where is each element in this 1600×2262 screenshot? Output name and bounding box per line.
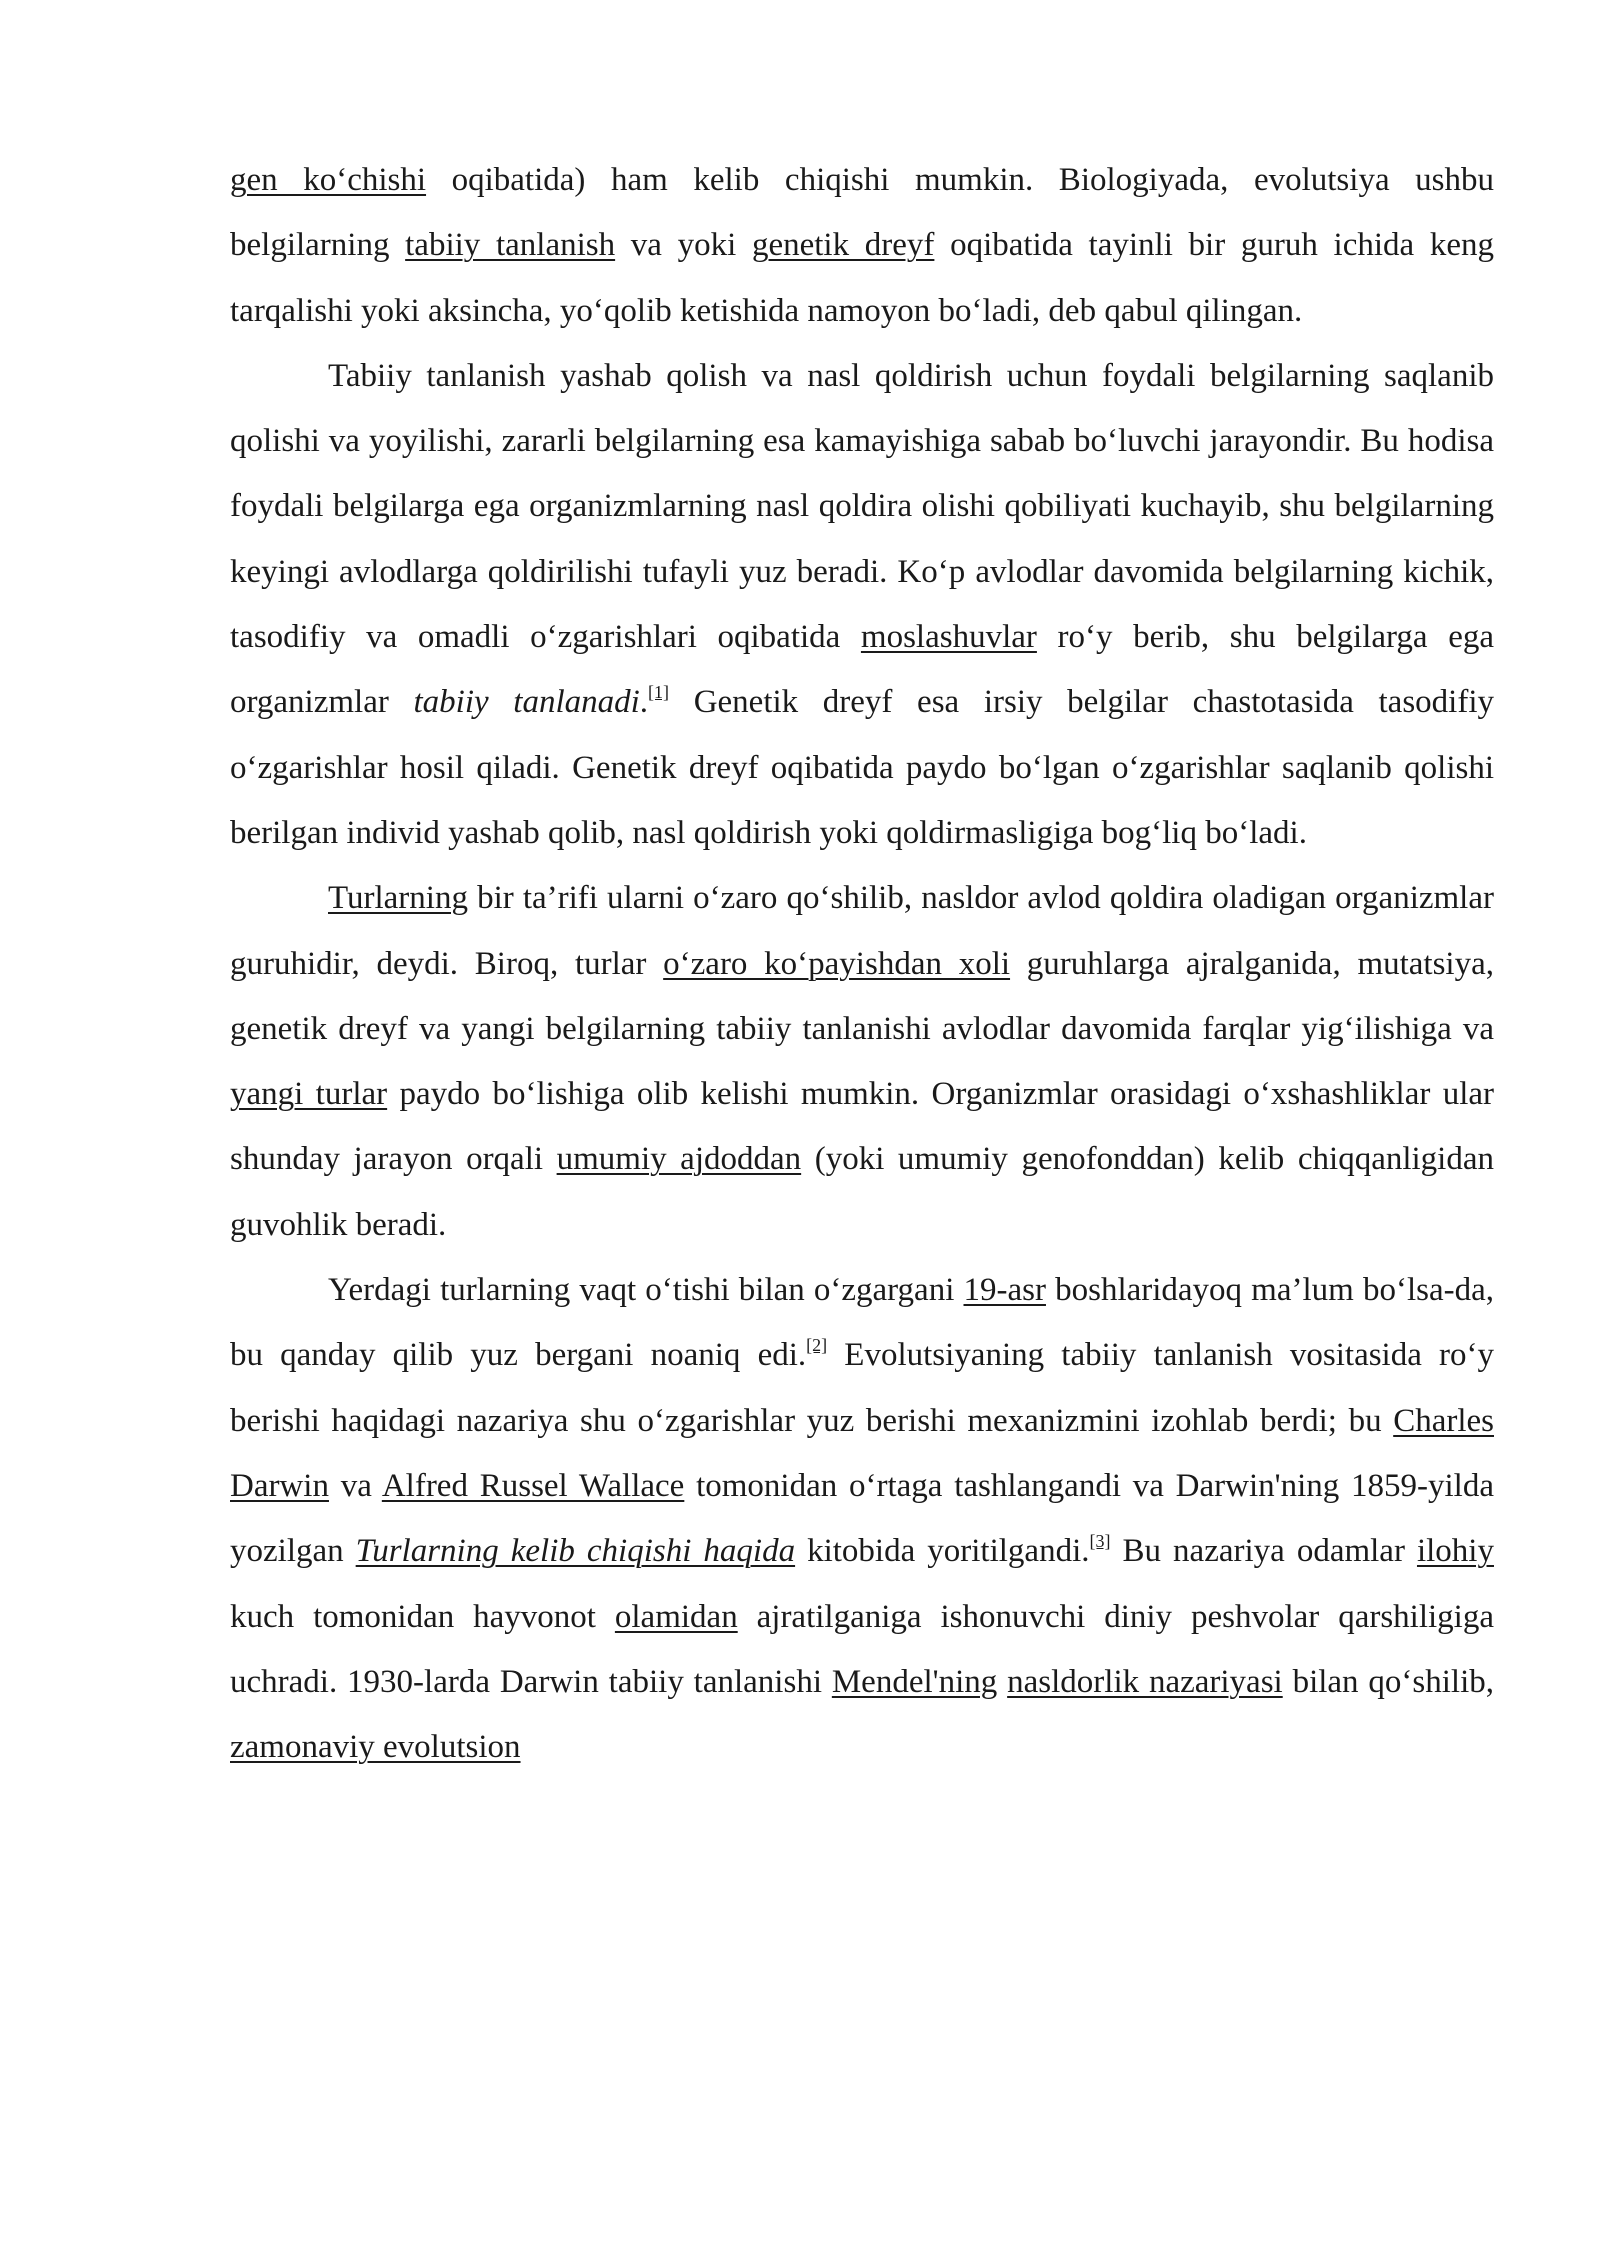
link-olamidan[interactable]: olamidan xyxy=(614,1598,738,1635)
link-charles-darwin[interactable]: Charles Darwin xyxy=(230,1402,1494,1504)
footnote-ref-2 xyxy=(806,1335,827,1355)
text: tomonidan o‘rtaga tashlangandi va Darwin'ning 1859-yilda yozilgan xyxy=(230,1467,1494,1570)
text: bilan qo‘shilib, xyxy=(1282,1663,1494,1700)
text: va xyxy=(328,1467,382,1504)
text: kitobida yoritilgandi. xyxy=(795,1533,1090,1570)
text: . xyxy=(639,684,649,721)
link-mendelning[interactable]: Mendel'ning xyxy=(831,1663,998,1700)
footnote-link-3[interactable]: [3] xyxy=(1089,1531,1111,1552)
paragraph-2 xyxy=(230,344,1494,866)
link-umumiy-ajdoddan[interactable]: umumiy ajdoddan xyxy=(556,1141,802,1178)
text: Tabiiy tanlanish yashab qolish va nasl qoldirish uchun foydali belgilarning saqlanib qolishi va yoyilishi, zararli belgilarning esa kamayishiga sabab bo‘luvchi jarayondir. Bu hodisa foydali belgilarga ega organizmlarning nasl qoldira olishi qobiliyati kuchayib, shu belgilarning keyingi avlodlarga qoldirilishi tufayli yuz beradi. Ko‘p avlodlar davomida belgilarning kichik, tasodifiy va omadli o‘zgarishlari oqibatida xyxy=(230,357,1494,656)
text: Evolutsiyaning tabiiy tanlanish vositasida ro‘y berishi haqidagi nazariya shu o‘zgarishlar yuz berishi mexanizmini izohlab berdi; bu xyxy=(230,1337,1495,1439)
link-moslashuvlar[interactable]: moslashuvlar xyxy=(860,619,1037,656)
footnote-ref-3 xyxy=(1090,1531,1111,1551)
italic-term: tabiiy tanlanadi xyxy=(413,684,640,721)
document-page xyxy=(230,148,1494,1780)
footnote-ref-1 xyxy=(648,682,669,702)
text: oqibatida tayinli bir guruh ichida keng tarqalishi yoki aksincha, yo‘qolib ketishida namoyon bo‘ladi, deb qabul qilingan. xyxy=(230,227,1494,329)
text: boshlaridayoq ma’lum bo‘lsa-da, bu qanday qilib yuz bergani noaniq edi. xyxy=(230,1272,1494,1374)
link-ozaro-kopayishdan-xoli[interactable]: o‘zaro ko‘payishdan xoli xyxy=(663,945,1011,982)
text: Bu nazariya odamlar xyxy=(1110,1533,1417,1570)
link-turlarning-kelib-chiqishi-haqida[interactable]: Turlarning kelib chiqishi haqida xyxy=(355,1533,796,1570)
link-yangi-turlar[interactable]: yangi turlar xyxy=(230,1076,388,1113)
text: guruhlarga ajralganida, mutatsiya, genetik dreyf va yangi belgilarning tabiiy tanlanishi avlodlar davomida farqlar yig‘ilishiga va xyxy=(230,945,1494,1047)
link-19-asr[interactable]: 19-asr xyxy=(963,1272,1046,1309)
text: kuch tomonidan hayvonot xyxy=(230,1598,615,1635)
text xyxy=(997,1664,1007,1700)
text: ro‘y berib, shu belgilarga ega organizmlar xyxy=(230,619,1494,721)
text: Yerdagi turlarning vaqt o‘tishi bilan o‘zgargani xyxy=(328,1272,964,1309)
paragraph-3 xyxy=(230,866,1494,1258)
text: ajratilganiga ishonuvchi diniy peshvolar qarshiligiga uchradi. 1930-larda Darwin tabiiy tanlanishi xyxy=(230,1598,1494,1700)
link-ilohiy[interactable]: ilohiy xyxy=(1416,1533,1494,1570)
footnote-link-2[interactable]: [2] xyxy=(806,1335,828,1356)
link-alfred-russel-wallace[interactable]: Alfred Russel Wallace xyxy=(381,1467,685,1504)
link-zamonaviy-evolutsion[interactable]: zamonaviy evolutsion xyxy=(230,1729,521,1766)
link-turlarning[interactable]: Turlarning xyxy=(328,880,468,917)
link-tabiiy-tanlanish[interactable]: tabiiy tanlanish xyxy=(405,227,616,264)
link-nasldorlik-nazariyasi[interactable]: nasldorlik nazariyasi xyxy=(1007,1663,1283,1700)
text: bir ta’rifi ularni o‘zaro qo‘shilib, nasldor avlod qoldira oladigan organizmlar guruhidir, deydi. Biroq, turlar xyxy=(230,880,1494,982)
link-gen-kochishi[interactable]: gen ko‘chishi xyxy=(230,162,427,198)
footnote-link-1[interactable]: [1] xyxy=(648,682,670,703)
link-genetik-dreyf[interactable]: genetik dreyf xyxy=(751,227,935,264)
text: Genetik dreyf esa irsiy belgilar chastotasida tasodifiy o‘zgarishlar hosil qiladi. Genetik dreyf oqibatida paydo bo‘lgan o‘zgarishlar saqlanib qolishi berilgan individ yashab qolib, nasl qoldirish yoki qoldirmasligiga bog‘liq bo‘ladi. xyxy=(230,684,1494,851)
paragraph-4 xyxy=(230,1258,1494,1780)
paragraph-1 xyxy=(230,148,1494,344)
text: (yoki umumiy genofonddan) kelib chiqqanligidan guvohlik beradi. xyxy=(230,1141,1494,1243)
text: oqibatida) ham kelib chiqishi mumkin. Biologiyada, evolutsiya ushbu belgilarning xyxy=(230,162,1494,264)
text: va yoki xyxy=(615,227,752,264)
text: paydo bo‘lishiga olib kelishi mumkin. Organizmlar orasidagi o‘xshashliklar ular shunday jarayon orqali xyxy=(230,1076,1494,1178)
